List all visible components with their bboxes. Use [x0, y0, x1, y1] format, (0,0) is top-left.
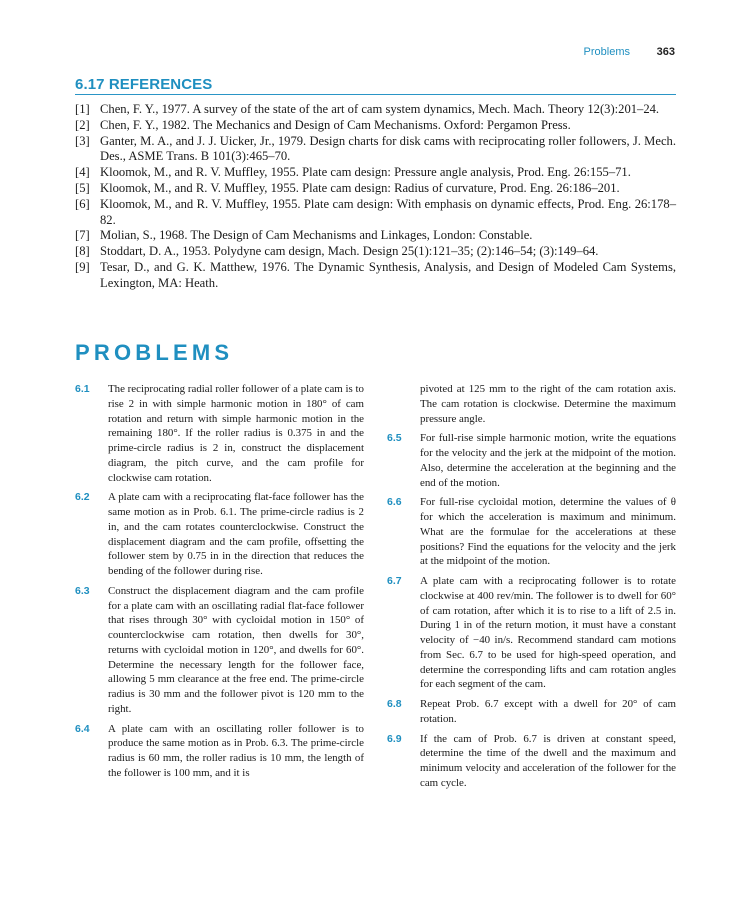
references-heading — [75, 77, 676, 95]
problem-number: 6.6 — [387, 496, 402, 509]
problem-item — [75, 722, 364, 781]
problem-item — [75, 584, 364, 717]
problem-text: A plate cam with an oscillating roller follower is to produce the same motion as in Prob. 6.3. The prime-circle radius is 60 mm, the roller radius is 10 mm, the length of the follower is 100 mm, and it is — [108, 722, 364, 779]
reference-text: Stoddart, D. A., 1953. Polydyne cam design, Mach. Design 25(1):121–35; (2):146–54; (3):149–64. — [100, 244, 599, 259]
reference-text: Ganter, M. A., and J. J. Uicker, Jr., 1979. Design charts for disk cams with reciprocating roller followers, J. Mech. Des., ASME Trans. B 101(3):465–70. — [100, 133, 676, 164]
reference-text: Molian, S., 1968. The Design of Cam Mechanisms and Linkages, London: Constable. — [100, 228, 533, 243]
reference-number: [9] — [75, 259, 90, 274]
problem-text: The reciprocating radial roller follower of a plate cam is to rise 2 in with simple harmonic motion in 180° of cam rotation and return with simple harmonic motion in the remaining 180°. If the roller radius is 0.375 in and the prime-circle radius is 2 in, construct the displacement diagram, the pitch curve, and the cam profile for clockwise cam rotation. — [108, 383, 364, 484]
problem-text: A plate cam with a reciprocating flat-face follower has the same motion as in Prob. 6.1. The prime-circle radius is 2 in, and the cam rotates counterclockwise. Construct the displacement diagram and the cam profile, offsetting the follower stem by 0.75 in in the direction that reduces the bending of the follower during rise. — [108, 491, 364, 577]
reference-number: [1] — [75, 102, 90, 116]
problem-item — [75, 490, 364, 579]
reference-number: [3] — [75, 133, 90, 148]
problems-left-column — [75, 382, 364, 786]
problem-number: 6.2 — [75, 491, 90, 504]
reference-item — [75, 181, 676, 197]
problem-item — [387, 732, 676, 791]
problem-number: 6.3 — [75, 584, 90, 597]
problem-number: 6.8 — [387, 698, 402, 710]
reference-number: [4] — [75, 165, 90, 180]
references-heading-text: 6.17 REFERENCES — [75, 76, 213, 93]
reference-item — [75, 102, 676, 118]
problem-number: 6.1 — [75, 383, 90, 395]
reference-item — [75, 197, 676, 229]
problem-text: Repeat Prob. 6.7 except with a dwell for 20° of cam rotation. — [420, 698, 676, 725]
problem-continuation — [387, 382, 676, 426]
reference-item — [75, 260, 676, 292]
problem-number: 6.9 — [387, 732, 402, 745]
problem-text: Construct the displacement diagram and the cam profile for a plate cam with an oscillating radial flat-face follower that rises through 30° with cycloidal motion in 150° of counterclockwise cam rotation, then dwells for 30°, returns with cycloidal motion in 120°, and dwells for 60°. Determine the necessary length for the follower face, allowing 5 mm clearance at the free end. The prime-circle radius is 30 mm and the follower pivot is 120 mm to the right. — [108, 584, 364, 715]
reference-number: [6] — [75, 196, 90, 211]
problem-item — [75, 382, 364, 485]
problem-text: For full-rise simple harmonic motion, write the equations for the velocity and the jerk at the midpoint of the motion. Also, determine the acceleration at the beginning and the end of the motion. — [420, 432, 676, 489]
reference-text: Chen, F. Y., 1982. The Mechanics and Design of Cam Mechanisms. Oxford: Pergamon Press. — [100, 117, 571, 132]
problem-text: A plate cam with a reciprocating follower is to rotate clockwise at 400 rev/min. The follower is to dwell for 60° of cam rotation, after which it is to rise to a lift of 2.5 in. During 1 in of the return motion, it must have a constant velocity of −40 in/s. Recommend standard cam motions from Sec. 6.7 to be used for high-speed operation, and determine the corresponding lifts and cam rotation angles for each segment of the cam. — [420, 575, 676, 691]
problem-item — [387, 574, 676, 692]
problems-heading: PROBLEMS — [75, 340, 234, 365]
reference-item — [75, 228, 676, 244]
reference-number: [7] — [75, 228, 90, 243]
reference-text: Tesar, D., and G. K. Matthew, 1976. The Dynamic Synthesis, Analysis, and Design of Modeled Cam Systems, Lexington, MA: Heath. — [100, 259, 676, 290]
running-header — [75, 46, 676, 60]
reference-item — [75, 165, 676, 181]
page-number: 363 — [656, 46, 675, 58]
problem-text: pivoted at 125 mm to the right of the cam rotation axis. The cam rotation is clockwise. Determine the maximum pressure angle. — [420, 383, 676, 425]
problem-number: 6.4 — [75, 722, 90, 735]
reference-text: Kloomok, M., and R. V. Muffley, 1955. Plate cam design: Radius of curvature, Prod. Eng. 26:186–201. — [100, 180, 620, 195]
reference-number: [8] — [75, 244, 90, 259]
problem-item — [387, 431, 676, 490]
problem-text: If the cam of Prob. 6.7 is driven at constant speed, determine the time of the dwell and the maximum and minimum velocity and acceleration of the follower for the cam cycle. — [420, 732, 676, 789]
reference-item — [75, 244, 676, 260]
reference-number: [5] — [75, 180, 90, 195]
reference-text: Chen, F. Y., 1977. A survey of the state of the art of cam system dynamics, Mech. Mach. Theory 12(3):201–24. — [100, 102, 660, 116]
problem-text: For full-rise cycloidal motion, determine the values of θ for which the acceleration is maximum and minimum. What are the formulae for the accelerations at these positions? Find the equations for the velocity and the jerk at the midpoint of the motion. — [420, 496, 676, 568]
running-header-section: Problems — [583, 46, 630, 58]
problem-item — [387, 697, 676, 727]
reference-list — [75, 102, 676, 292]
reference-text: Kloomok, M., and R. V. Muffley, 1955. Plate cam design: Pressure angle analysis, Prod. Eng. 26:155–71. — [100, 165, 631, 180]
problem-item — [387, 495, 676, 569]
reference-item — [75, 118, 676, 134]
reference-text: Kloomok, M., and R. V. Muffley, 1955. Plate cam design: With emphasis on dynamic effects, Prod. Eng. 26:178–82. — [100, 196, 676, 227]
problems-right-column — [387, 382, 676, 796]
problem-number: 6.7 — [387, 575, 402, 587]
problem-number: 6.5 — [387, 432, 402, 445]
reference-number: [2] — [75, 117, 90, 132]
reference-item — [75, 134, 676, 166]
